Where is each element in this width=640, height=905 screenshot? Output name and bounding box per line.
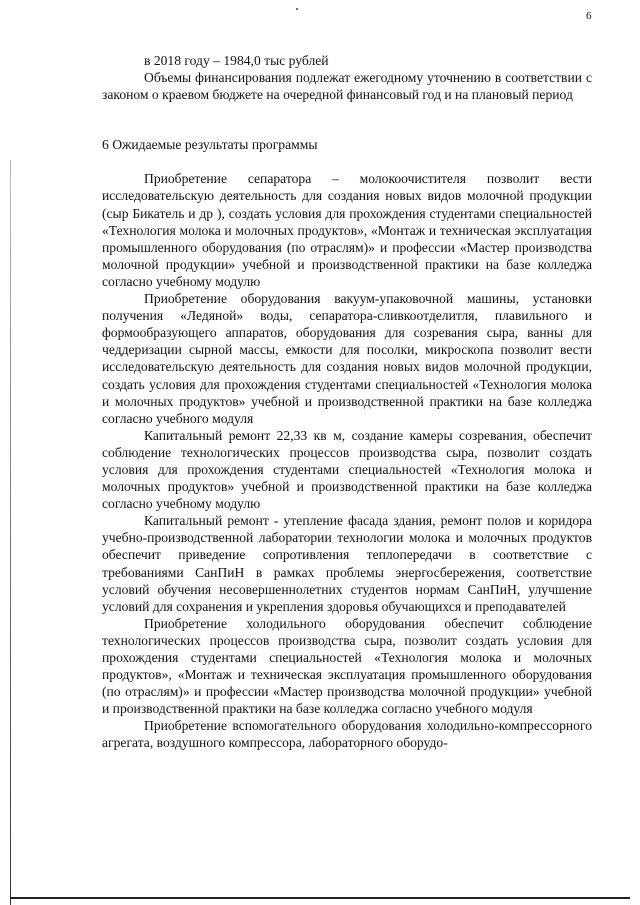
section-title: 6 Ожидаемые результаты программы — [102, 137, 318, 153]
paragraph-ripening-chamber: Капитальный ремонт 22,33 кв м, создание камеры созревания, обеспечит соблюдение технологических процессов производства сыра, позволит создать условия для прохождения студентами специальностей «Технология молока и молочных продуктов» учебной и производственной практики на базе колледжа согласно учебному модулю — [102, 427, 592, 512]
funding-2018-line: в 2018 году – 1984,0 тыс рублей — [144, 53, 329, 68]
document-body — [102, 52, 592, 752]
scan-speck — [296, 8, 298, 10]
page-number: 6 — [586, 10, 592, 22]
paragraph-facade-repair: Капитальный ремонт - утепление фасада здания, ремонт полов и коридора учебно-производственной лаборатории технологии молока и молочных продуктов обеспечит приведение сопротивления теплопередачи в соответствие с требованиями СанПиН в рамках проблемы энергосбережения, соответствие условий обучения несовершеннолетних студентов нормам СанПиН, улучшение условий для сохранения и укрепления здоровья обучающихся и преподавателей — [102, 513, 592, 614]
paragraph-auxiliary-equipment: Приобретение вспомогательного оборудования холодильно-компрессорного агрегата, воздушного компрессора, лабораторного оборудо- — [102, 718, 592, 751]
funding-note-paragraph: Объемы финансирования подлежат ежегодному уточнению в соответствии с законом о краевом бюджете на очередной финансовый год и на плановый период — [102, 70, 592, 103]
scan-edge-left — [10, 160, 11, 905]
paragraph-refrigeration: Приобретение холодильного оборудования обеспечит соблюдение технологических процессов производства сыра, позволит создать условия для прохождения студентами специальностей «Технология молока и молочных продуктов», «Монтаж и техническая эксплуатация промышленного оборудования (по отраслям)» и профессии «Мастер производства молочной продукции» учебной и производственной практики на базе колледжа согласно учебного модуля — [102, 615, 592, 717]
paragraph-separator: Приобретение сепаратора – молокоочистителя позволит вести исследовательскую деятельность для создания новых видов молочной продукции (сыр Бикатель и др ), создать условия для прохождения студентами специальностей «Технология молока и молочных продуктов», «Монтаж и техническая эксплуатация промышленного оборудования (по отраслям)» и профессии «Мастер производства молочной продукции» учебной и производственной практики на базе колледжа согласно учебному модулю — [102, 171, 592, 289]
scan-edge-bottom — [10, 897, 630, 899]
paragraph-vacuum-equipment: Приобретение оборудования вакуум-упаковочной машины, установки получения «Ледяной» воды, сепаратора-сливкоотделитля, плавильного и формообразующего аппаратов, оборудования для созревания сыра, ванны для чеддеризации сырной массы, емкости для посолки, микроскопа позволит вести исследовательскую деятельность для создания новых видов молочной продукции, создать условия для прохождения студентами специальностей «Технология молока и молочных продуктов» учебной и производственной практики на базе колледжа согласно учебного модуля — [102, 291, 592, 426]
